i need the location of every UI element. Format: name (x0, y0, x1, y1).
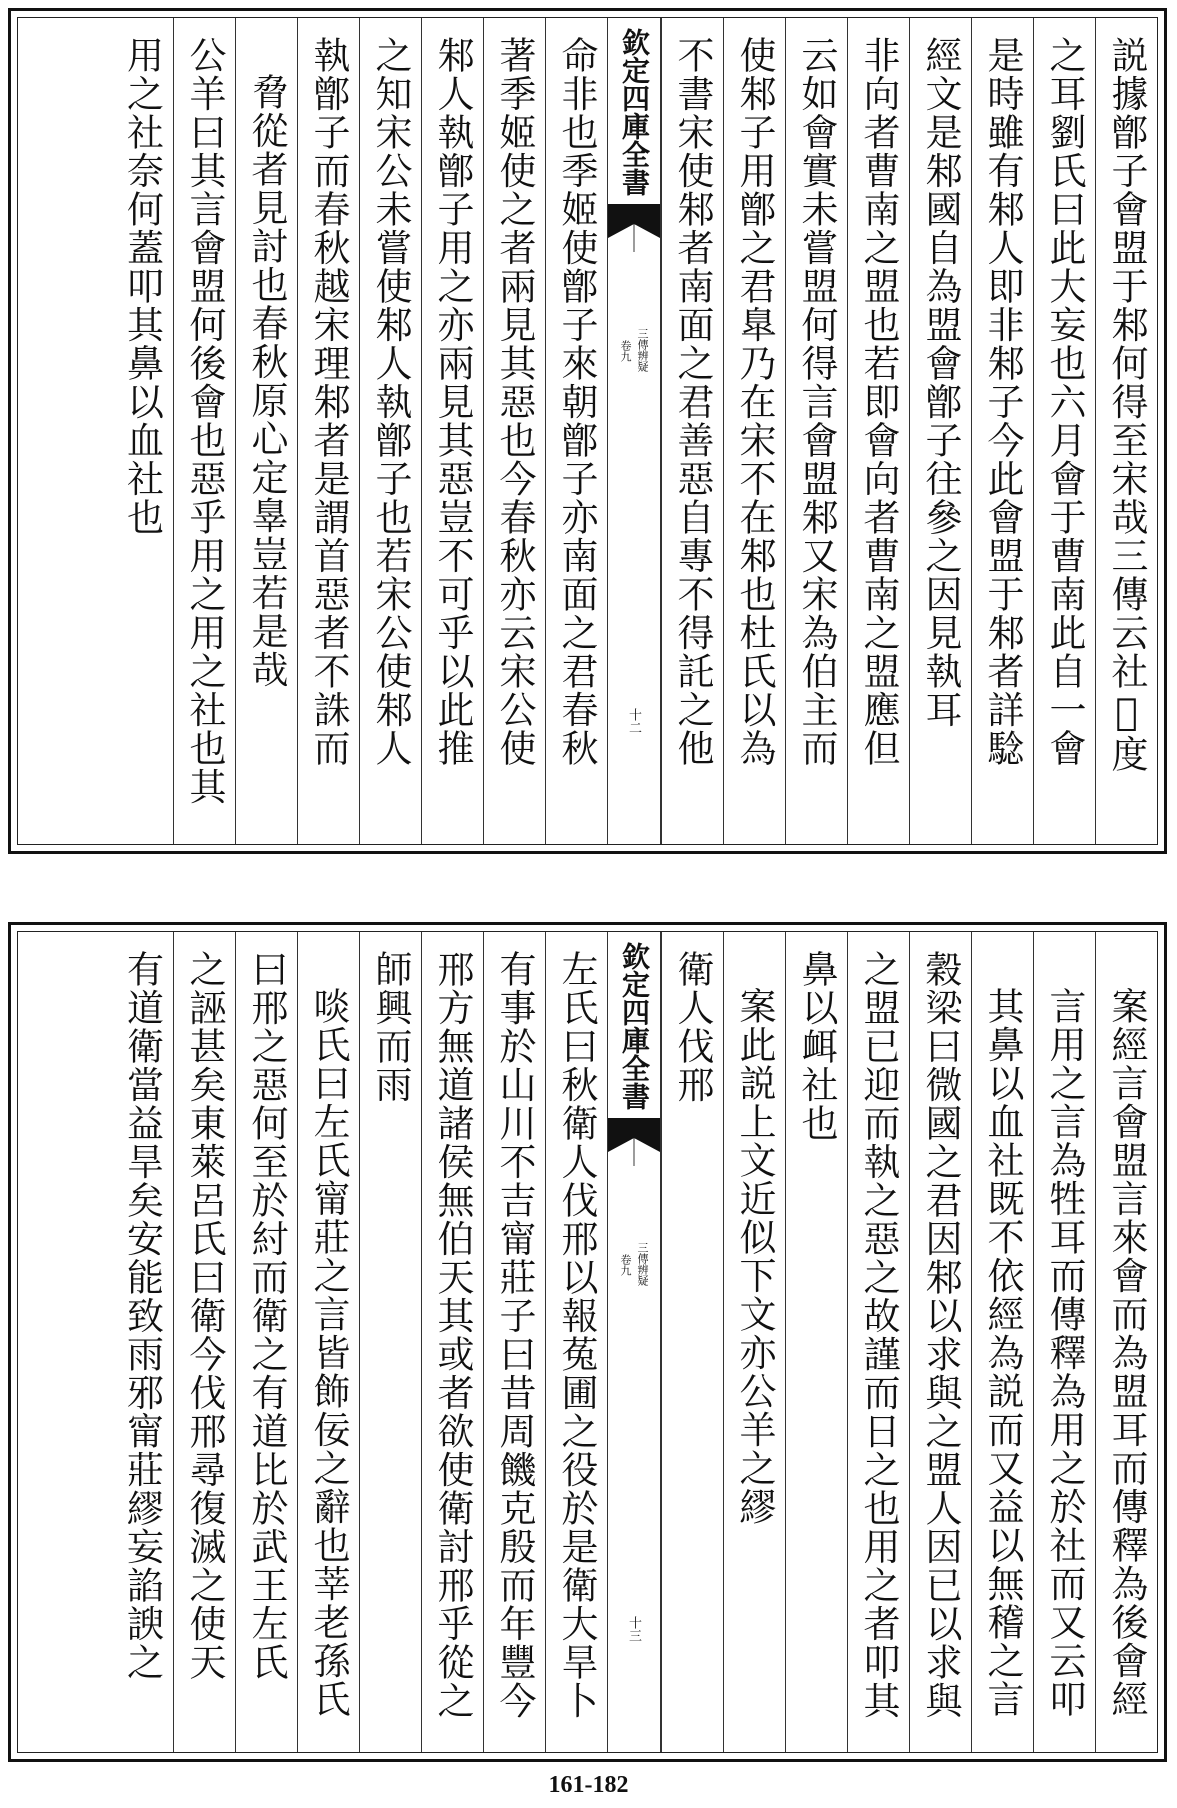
text-column: 曰邢之惡何至於紂而衛之有道比於武王左氏 (235, 932, 297, 1752)
text-column: 有事於山川不吉甯莊子曰昔周饑克殷而年豐今 (483, 932, 545, 1752)
text-column: 用之社奈何蓋叩其鼻以血社也 (120, 36, 164, 537)
text-column: 之知宋公未嘗使邾人執鄫子也若宋公使邾人 (359, 18, 421, 844)
text-column: 衛人伐邢 (661, 932, 723, 1752)
book-title: 欽定四庫全書 (618, 942, 651, 1110)
text-column: 脅從者見討也春秋原心定辠豈若是哉 (235, 18, 297, 844)
text-column: 啖氏曰左氏甯莊之言皆飾佞之辭也莘老孫氏 (297, 932, 359, 1752)
text-column: 師興而雨 (359, 932, 421, 1752)
book-title: 欽定四庫全書 (618, 28, 651, 196)
fishtail-mark-icon (608, 204, 660, 252)
text-column: 經文是邾國自為盟會鄫子往參之因見執耳 (909, 18, 971, 844)
text-column: 公羊曰其言會盟何後會也惡乎用之用之社也其 (173, 18, 235, 844)
text-column: 案此説上文近似下文亦公羊之繆 (723, 932, 785, 1752)
text-column: 不書宋使邾者南面之君善惡自專不得託之他 (661, 18, 723, 844)
text-column: 穀梁曰微國之君因邾以求與之盟人因已以求與 (909, 932, 971, 1752)
lower-page (8, 922, 1167, 1762)
center-margin (607, 932, 661, 1752)
work-title: 三傳辨疑 (636, 1242, 649, 1286)
text-column: 鼻以衈社也 (785, 932, 847, 1752)
upper-page-frame (17, 17, 1158, 845)
text-column: 之耳劉氏曰此大妄也六月會于曹南此自一會 (1033, 18, 1095, 844)
text-column: 著季姬使之者兩見其惡也今春秋亦云宋公使 (483, 18, 545, 844)
text-column: 是時雖有邾人即非邾子今此會盟于邾者詳騐 (971, 18, 1033, 844)
text-column: 言用之言為牲耳而傳釋為用之於社而又云叩 (1033, 932, 1095, 1752)
text-column: 邾人執鄫子用之亦兩見其惡豈不可乎以此推 (421, 18, 483, 844)
text-column: 之誣甚矣東萊呂氏曰衛今伐邢尋復滅之使天 (173, 932, 235, 1752)
text-column: 案經言會盟言來會而為盟耳而傳釋為後會經 (1095, 932, 1157, 1752)
folio-number: 161-182 (548, 1772, 629, 1798)
text-column: 命非也季姬使鄫子來朝鄫子亦南面之君春秋 (545, 18, 607, 844)
text-column: 説據鄫子會盟于邾何得至宋哉三傳云社𠋣度 (1095, 18, 1157, 844)
lower-page-frame (17, 931, 1158, 1753)
work-title: 三傳辨疑 (636, 328, 649, 372)
center-margin (607, 18, 661, 844)
text-column: 使邾子用鄫之君臯乃在宋不在邾也杜氏以為 (723, 18, 785, 844)
volume-label: 卷九 (619, 340, 632, 362)
upper-page (8, 8, 1167, 854)
text-column: 左氏曰秋衛人伐邢以報菟圃之役於是衛大旱卜 (545, 932, 607, 1752)
volume-label: 卷九 (619, 1254, 632, 1276)
text-column: 之盟已迎而執之惡之故謹而日之也用之者叩其 (847, 932, 909, 1752)
text-column: 非向者曹南之盟也若即會向者曹南之盟應但 (847, 18, 909, 844)
text-column: 云如會實未嘗盟何得言會盟邾又宋為伯主而 (785, 18, 847, 844)
text-column: 邢方無道諸侯無伯天其或者欲使衛討邢乎從之 (421, 932, 483, 1752)
page-number: 十二 (626, 708, 641, 734)
page-number: 十三 (626, 1616, 641, 1642)
text-column: 執鄫子而春秋越宋理邾者是謂首惡者不誅而 (297, 18, 359, 844)
text-column: 有道衛當益旱矣安能致雨邪甯莊繆妄諂諛之 (120, 950, 164, 1682)
text-column: 其鼻以血社既不依經為説而又益以無稽之言 (971, 932, 1033, 1752)
fishtail-mark-icon (608, 1118, 660, 1166)
